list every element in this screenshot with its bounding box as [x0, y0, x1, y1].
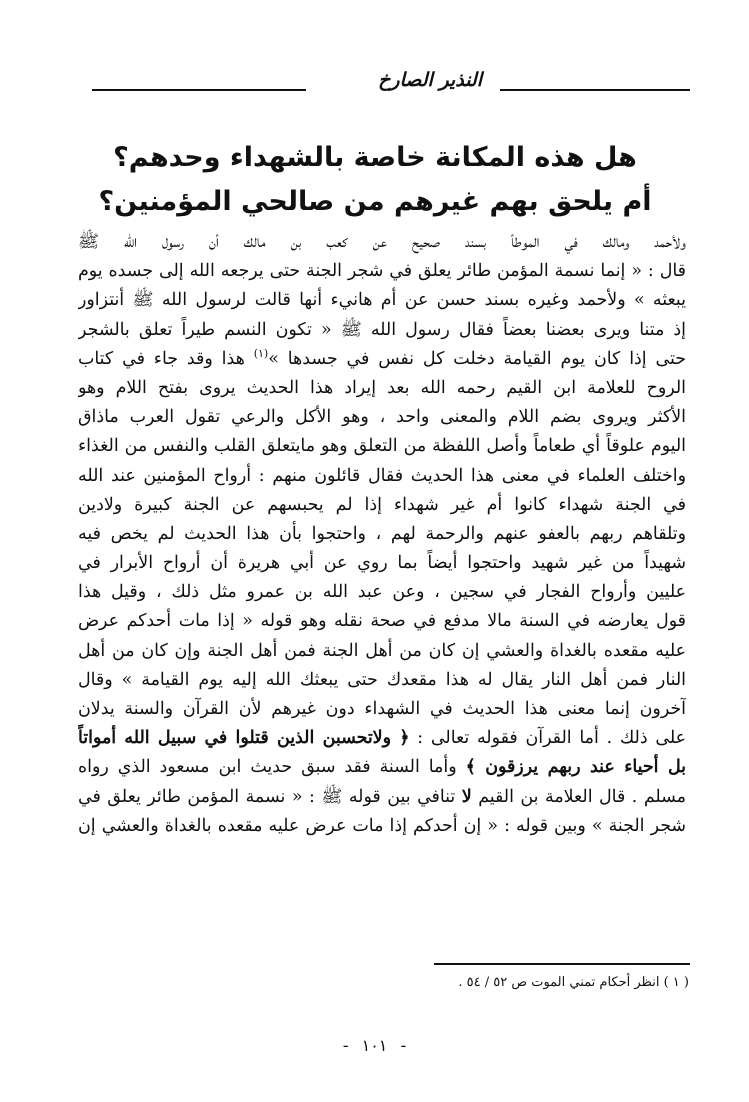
text-line [78, 783, 686, 812]
body-paragraph [78, 228, 686, 841]
text-line: في الجنة شهداء كانوا أم غير شهداء إذا لم يحبسهم عن الجنة كبيرة ولادين [78, 494, 686, 515]
emphasis: لا [461, 786, 472, 807]
text-line: ولأحمد ومالك في الموطأ بسند صحيح عن كعب بن مالك أن رسول الله ﷺ [78, 232, 686, 252]
text-line [78, 753, 686, 782]
text-line: الروح للعلامة ابن القيم رحمه الله بعد إيراد هذا الحديث يروى بفتح اللام وهو [78, 377, 686, 398]
text-line: النار فمن أهل النار يقال له هذا مقعدك حتى يبعثك الله إليه يوم القيامة » وقال [78, 669, 686, 690]
text-line: شهيداً من غير شهيد واحتجوا أيضاً بما روي عن أبي هريرة أن أرواح الأبرار في [78, 553, 686, 574]
text-segment: حتى إذا كان يوم القيامة دخلت كل نفس في جسدها » [268, 348, 686, 369]
quran-verse: ﴿ ولاتحسبن الذين قتلوا في سبيل الله أمواتاً [78, 728, 410, 749]
text-segment: تنافي بين قوله ﷺ : « نسمة المؤمن طائر يعلق في [78, 786, 456, 807]
text-line: آخرون إنما معنى هذا الحديث في الشهداء دون غيرهم لأن القرآن والسنة يدلان [78, 699, 686, 719]
text-line: عليين وأرواح الفجار في سجين ، وعن عبد الله بن عمرو مثل ذلك ، وقيل هذا [78, 582, 686, 603]
text-line: شجر الجنة » وبين قوله : « إن أحدكم إذا مات عرض عليه مقعده بالغداة والعشي إن [78, 815, 686, 836]
text-line: قال : « إنما نسمة المؤمن طائر يعلق في شجر الجنة حتى يرجعه الله إلى جسده يوم [78, 261, 686, 282]
footnote-separator [434, 963, 690, 965]
text-segment: مسلم . قال العلامة بن القيم [478, 786, 686, 807]
text-line: عليه مقعده بالغداة والعشي إن كان من أهل الجنة فمن أهل الجنة وإن كان من أهل [78, 640, 686, 661]
text-line: قول يعارضه في السنة مالا مدفع في صحة نقله وهو قوله « إذا مات أحدكم عرض [78, 611, 686, 632]
footnote: ( ١ ) انظر أحكام تمني الموت ص ٥٢ / ٥٤ . [458, 975, 689, 990]
text-segment: على ذلك . أما القرآن فقوله تعالى : [417, 728, 686, 749]
quran-verse: بل أحياء عند ربهم يرزقون ﴾ [465, 757, 686, 778]
header-rule-left [92, 89, 306, 91]
text-segment: وأما السنة فقد سبق حديث ابن مسعود الذي رواه [78, 757, 457, 778]
page-number: - ١٠١ - [342, 1036, 407, 1055]
heading-line-1: هل هذه المكانة خاصة بالشهداء وحدهم؟ [113, 142, 637, 173]
section-heading [60, 136, 690, 224]
text-line: اليوم علوقاً أي طعاماً وأصل اللفظة من التعلق وهو مايتعلق القلب والنفس من الغذاء [78, 436, 686, 457]
heading-line-2: أم يلحق بهم غيرهم من صالحي المؤمنين؟ [98, 186, 652, 217]
text-segment: هذا وقد جاء في كتاب [78, 348, 245, 369]
running-title: النذير الصارخ [378, 69, 482, 91]
text-line [78, 724, 686, 753]
text-line: وتلقاهم ربهم بالعفو عنهم والرحمة لهم ، واحتجوا بأن هذا الحديث لم يخص فيه [78, 523, 686, 544]
text-line: الأكثر ويروى بضم اللام والمعنى واحد ، وهو الأكل والرعي تقول العرب ماذاق [78, 407, 686, 428]
text-line: يبعثه » ولأحمد وغيره بسند حسن عن أم هانيء أنها قالت لرسول الله ﷺ أنتزاور [78, 290, 686, 311]
running-header [92, 66, 690, 96]
header-rule-right [500, 89, 690, 91]
footnote-reference[interactable]: (١) [253, 346, 269, 360]
text-line: واختلف العلماء في معنى هذا الحديث فقال قائلون منهم : أرواح المؤمنين عند الله [78, 465, 686, 486]
text-line [78, 345, 686, 374]
text-line: إذ متنا ويرى بعضنا بعضاً فقال رسول الله ﷺ « تكون النسم طيراً تعلق بالشجر [78, 319, 686, 340]
